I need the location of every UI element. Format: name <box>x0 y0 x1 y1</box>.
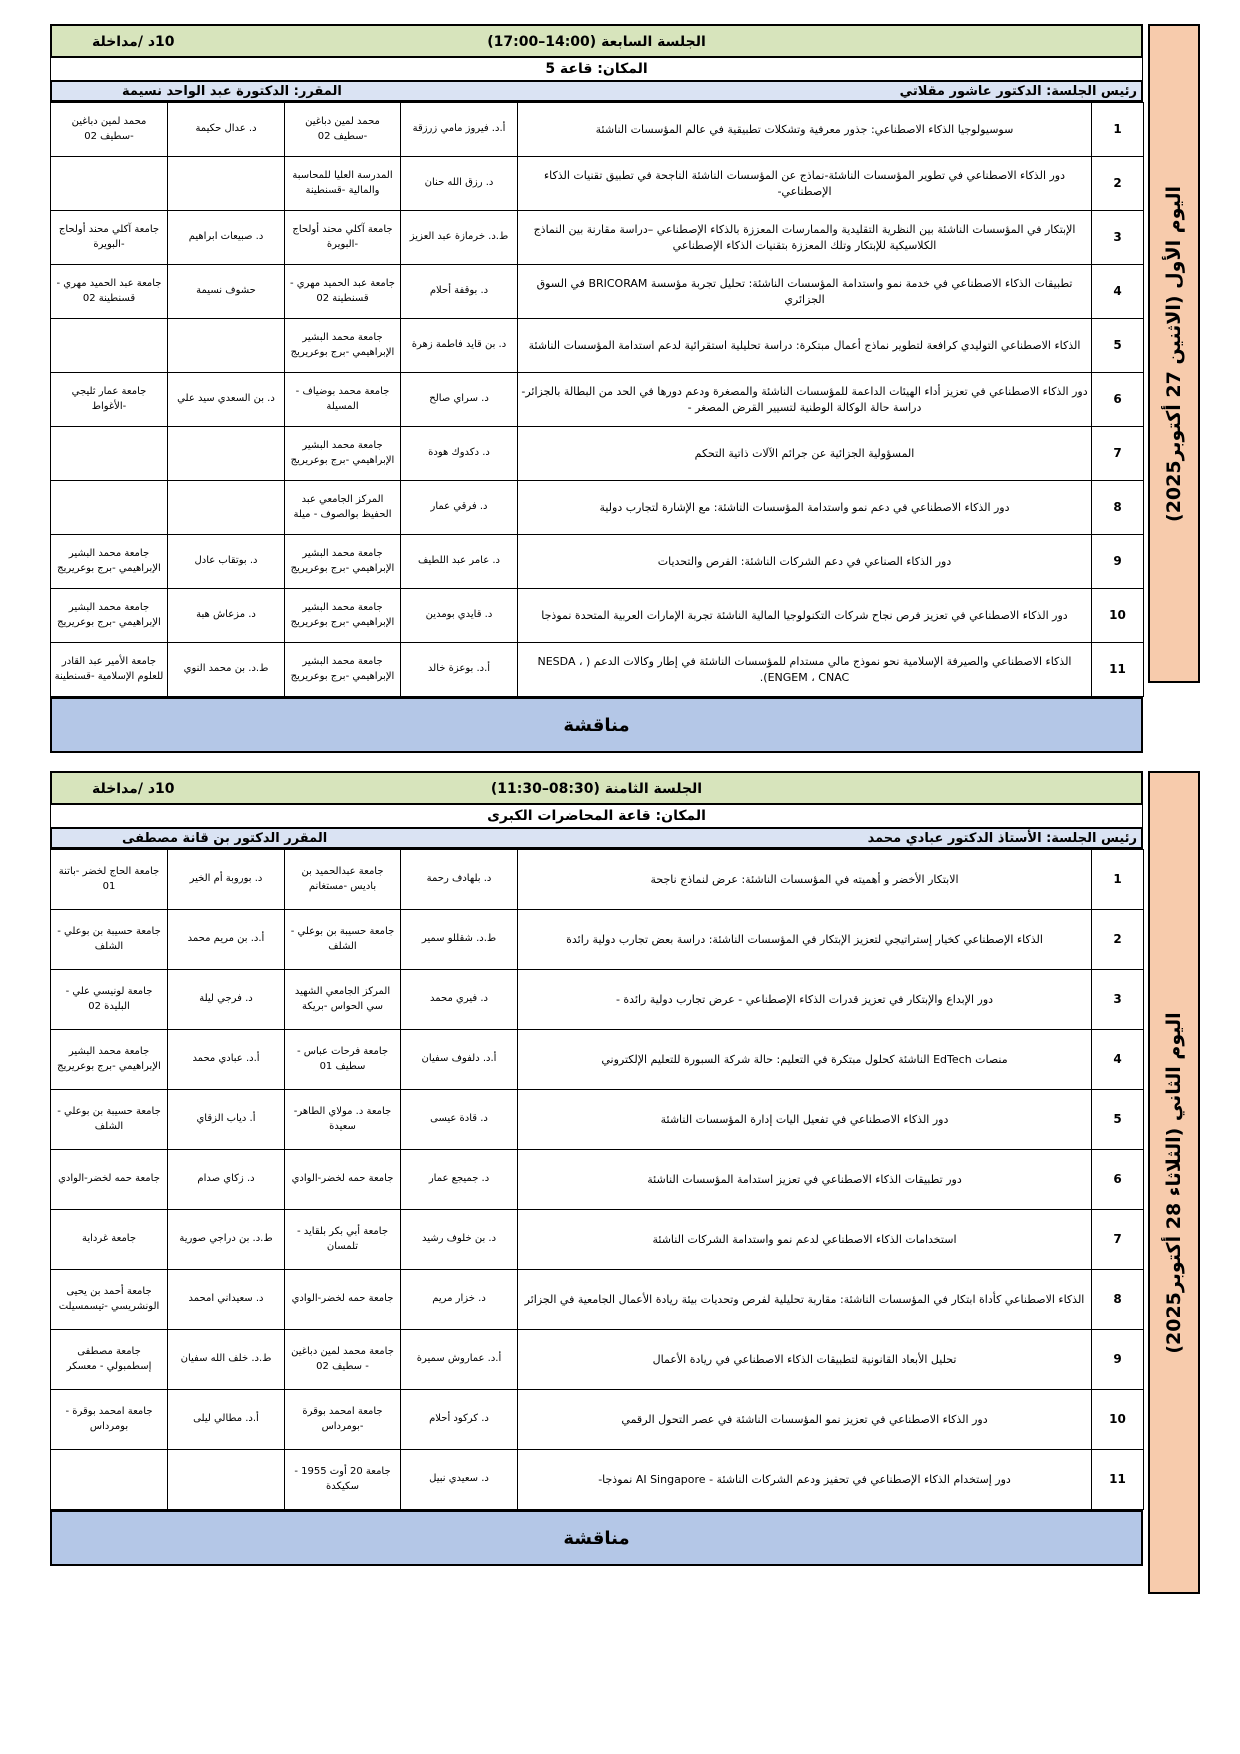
first-author-university: المركز الجامعي عبد الحفيظ بوالصوف - ميلة <box>285 481 401 535</box>
row-number: 1 <box>1092 850 1144 910</box>
second-author: د. زكاي صدام <box>168 1150 285 1210</box>
second-author: ط.د. بن دراجي صورية <box>168 1210 285 1270</box>
first-author-university: جامعة عبد الحميد مهري - قسنطينة 02 <box>285 265 401 319</box>
day-label: اليوم الثاني (الثلاثاء 28 أكتوبر2025) <box>1163 1011 1185 1354</box>
paper-title: دور تطبيقات الذكاء الاصطناعي في تعزيز استدامة المؤسسات الناشئة <box>518 1150 1092 1210</box>
first-author: ط.د. خرمازة عبد العزيز <box>401 211 518 265</box>
table-row <box>51 1450 1144 1510</box>
row-number: 1 <box>1092 103 1144 157</box>
session-place: المكان: قاعة 5 <box>50 58 1143 80</box>
first-author-university: جامعة محمد البشير الإبراهيمي -برج بوعريريج <box>285 427 401 481</box>
second-author-university: جامعة محمد البشير الإبراهيمي -برج بوعريريج <box>51 535 168 589</box>
row-number: 10 <box>1092 589 1144 643</box>
first-author: د. فرقي عمار <box>401 481 518 535</box>
row-number: 5 <box>1092 319 1144 373</box>
first-author: أ.د. عماروش سميرة <box>401 1330 518 1390</box>
row-number: 3 <box>1092 211 1144 265</box>
table-row <box>51 157 1144 211</box>
second-author-university: جامعة آكلي محند أولحاج -البويرة <box>51 211 168 265</box>
second-author-university: جامعة حمه لخضر-الوادي <box>51 1150 168 1210</box>
session-eighth <box>50 771 1200 1594</box>
table-row <box>51 850 1144 910</box>
first-author: د. سعيدي نبيل <box>401 1450 518 1510</box>
first-author-university: جامعة محمد البشير الإبراهيمي -برج بوعريريج <box>285 643 401 697</box>
table-row <box>51 373 1144 427</box>
first-author: د. رزق الله حنان <box>401 157 518 211</box>
second-author <box>168 319 285 373</box>
first-author: د. كركود أحلام <box>401 1390 518 1450</box>
first-author: ط.د. شقللو سمير <box>401 910 518 970</box>
second-author: د. فرجي ليلة <box>168 970 285 1030</box>
first-author-university: جامعة حسيبة بن بوعلي - الشلف <box>285 910 401 970</box>
day-label: اليوم الأول (الاثنين 27 أكتوبر2025) <box>1163 185 1185 522</box>
paper-title: تحليل الأبعاد القانونية لتطبيقات الذكاء الاصطناعي في ريادة الأعمال <box>518 1330 1092 1390</box>
second-author: د. سعيداني امحمد <box>168 1270 285 1330</box>
second-author-university: جامعة عمار ثليجي -الأغواط <box>51 373 168 427</box>
first-author: د. بلهادف رحمة <box>401 850 518 910</box>
first-author-university: جامعة فرحات عباس - سطيف 01 <box>285 1030 401 1090</box>
row-number: 11 <box>1092 643 1144 697</box>
table-row <box>51 643 1144 697</box>
row-number: 2 <box>1092 910 1144 970</box>
second-author: أ.د. مطالي ليلى <box>168 1390 285 1450</box>
first-author: د. سراي صالح <box>401 373 518 427</box>
second-author-university: محمد لمين دباغين -سطيف 02 <box>51 103 168 157</box>
day-label-panel <box>1148 771 1200 1594</box>
second-author: د. بوروبة أم الخير <box>168 850 285 910</box>
first-author-university: جامعة محمد البشير الإبراهيمي -برج بوعريريج <box>285 535 401 589</box>
first-author-university: جامعة محمد بوضياف - المسيلة <box>285 373 401 427</box>
second-author: أ.د. بن مريم محمد <box>168 910 285 970</box>
session-rapporteur: المقرر الدكتور بن قانة مصطفى <box>122 831 328 846</box>
paper-title: دور إستخدام الذكاء الإصطناعي في تحفيز ودعم الشركات الناشئة - AI Singapore نموذجا- <box>518 1450 1092 1510</box>
paper-title: الذكاء الإصطناعي كخيار إستراتيجي لتعزيز الإبتكار في المؤسسات الناشئة: دراسة بعض تجارب دولية رائدة <box>518 910 1092 970</box>
paper-title: دور الذكاء الاصطناعي في تعزيز نمو المؤسسات الناشئة في عصر التحول الرقمي <box>518 1390 1092 1450</box>
first-author: أ.د. دلفوف سفيان <box>401 1030 518 1090</box>
second-author-university: جامعة حسيبة بن بوعلي - الشلف <box>51 1090 168 1150</box>
table-row <box>51 1150 1144 1210</box>
second-author <box>168 1450 285 1510</box>
first-author-university: جامعة آكلي محند أولحاج -البويرة <box>285 211 401 265</box>
second-author: أ. دياب الزقاي <box>168 1090 285 1150</box>
session-main <box>50 24 1143 753</box>
table-row <box>51 427 1144 481</box>
first-author: د. جميجع عمار <box>401 1150 518 1210</box>
paper-title: تطبيقات الذكاء الاصطناعي في خدمة نمو واستدامة المؤسسات الناشئة: تحليل تجربة مؤسسة BRICORAM في السوق الجزائري <box>518 265 1092 319</box>
paper-title: الذكاء الاصطناعي والصيرفة الإسلامية نحو نموذج مالي مستدام للمؤسسات الناشئة في إطار وكالات الدعم ( NESDA ، ENGEM ، CNAC). <box>518 643 1092 697</box>
row-number: 6 <box>1092 1150 1144 1210</box>
second-author: د. بن السعدي سيد علي <box>168 373 285 427</box>
row-number: 7 <box>1092 1210 1144 1270</box>
session-chair: رئيس الجلسة: الدكتور عاشور مقلاتي <box>899 84 1137 99</box>
paper-title: دور الذكاء الاصطناعي في تعزيز أداء الهيئات الداعمة للمؤسسات الناشئة والمصغرة ودعم دورها في الحد من البطالة بالجزائر-دراسة حالة الوكالة الوطنية لتسيير القرض المصغر - <box>518 373 1092 427</box>
time-per-talk: 10د /مداخلة <box>92 781 175 797</box>
second-author-university: جامعة امحمد بوقرة - بومرداس <box>51 1390 168 1450</box>
paper-title: الذكاء الاصطناعي كأداة ابتكار في المؤسسات الناشئة: مقاربة تحليلية لفرص وتحديات بيئة ريادة الأعمال الجامعية في الجزائر <box>518 1270 1092 1330</box>
first-author-university: جامعة حمه لخضر-الوادي <box>285 1270 401 1330</box>
row-number: 11 <box>1092 1450 1144 1510</box>
first-author-university: جامعة أبي بكر بلقايد - تلمسان <box>285 1210 401 1270</box>
table-row <box>51 535 1144 589</box>
first-author-university: جامعة حمه لخضر-الوادي <box>285 1150 401 1210</box>
first-author-university: جامعة د. مولاي الطاهر- سعيدة <box>285 1090 401 1150</box>
table-row <box>51 1210 1144 1270</box>
table-row <box>51 910 1144 970</box>
chair-bar <box>50 80 1143 102</box>
papers-table-body <box>51 103 1144 697</box>
session-title: الجلسة السابعة (14:00–17:00) <box>487 34 706 50</box>
row-number: 6 <box>1092 373 1144 427</box>
first-author-university: جامعة عبدالحميد بن باديس -مستغانم <box>285 850 401 910</box>
paper-title: الابتكار الأخضر و أهميته في المؤسسات الناشئة: عرض لنماذج ناجحة <box>518 850 1092 910</box>
first-author: د. خزار مريم <box>401 1270 518 1330</box>
day-label-panel <box>1148 24 1200 683</box>
row-number: 8 <box>1092 1270 1144 1330</box>
first-author: د. عامر عبد اللطيف <box>401 535 518 589</box>
chair-bar <box>50 827 1143 849</box>
first-author-university: المدرسة العليا للمحاسبة والمالية -قسنطينة <box>285 157 401 211</box>
second-author-university: جامعة الحاج لخضر -باتنة 01 <box>51 850 168 910</box>
session-main <box>50 771 1143 1566</box>
first-author: د. بوقفة أحلام <box>401 265 518 319</box>
row-number: 4 <box>1092 265 1144 319</box>
row-number: 3 <box>1092 970 1144 1030</box>
row-number: 2 <box>1092 157 1144 211</box>
table-row <box>51 481 1144 535</box>
second-author-university <box>51 157 168 211</box>
first-author-university: محمد لمين دباغين -سطيف 02 <box>285 103 401 157</box>
second-author-university: جامعة أحمد بن يحيى الونشريسي -تيسمسيلت <box>51 1270 168 1330</box>
second-author: د. مزعاش هبة <box>168 589 285 643</box>
row-number: 10 <box>1092 1390 1144 1450</box>
second-author: حشوف نسيمة <box>168 265 285 319</box>
session-title: الجلسة الثامنة (08:30–11:30) <box>490 781 703 797</box>
paper-title: المسؤولية الجزائية عن جرائم الآلات ذاتية التحكم <box>518 427 1092 481</box>
table-row <box>51 103 1144 157</box>
table-row <box>51 1270 1144 1330</box>
session-rapporteur: المقرر: الدكتورة عبد الواحد نسيمة <box>122 84 342 99</box>
paper-title: الإبتكار في المؤسسات الناشئة بين النظرية التقليدية والممارسات المعززة بالذكاء الإصطناعي –دراسة مقارنة بين النماذج الكلاسيكية للإبتكار وتلك المعززة بتقنيات الذكاء الإصطناعي <box>518 211 1092 265</box>
row-number: 9 <box>1092 1330 1144 1390</box>
paper-title: دور الذكاء الاصطناعي في تفعيل اليات إدارة المؤسسات الناشئة <box>518 1090 1092 1150</box>
first-author-university: جامعة محمد البشير الإبراهيمي -برج بوعريريج <box>285 589 401 643</box>
table-row <box>51 1390 1144 1450</box>
second-author-university: جامعة غرداية <box>51 1210 168 1270</box>
session-header <box>50 24 1143 58</box>
second-author-university: جامعة الأمير عبد القادر للعلوم الإسلامية -قسنطينة <box>51 643 168 697</box>
second-author-university: جامعة محمد البشير الإبراهيمي -برج بوعريريج <box>51 1030 168 1090</box>
first-author: د. قادة عيسى <box>401 1090 518 1150</box>
first-author: د. فيري محمد <box>401 970 518 1030</box>
paper-title: منصات EdTech الناشئة كحلول مبتكرة في التعليم: حالة شركة السبورة للتعليم الإلكتروني <box>518 1030 1092 1090</box>
table-row <box>51 1030 1144 1090</box>
row-number: 9 <box>1092 535 1144 589</box>
second-author-university <box>51 481 168 535</box>
second-author: د. بوتقاب عادل <box>168 535 285 589</box>
second-author <box>168 427 285 481</box>
paper-title: الذكاء الاصطناعي التوليدي كرافعة لتطوير نماذج أعمال مبتكرة: دراسة تحليلية استقرائية لدعم استدامة المؤسسات الناشئة <box>518 319 1092 373</box>
table-row <box>51 211 1144 265</box>
second-author-university <box>51 319 168 373</box>
paper-title: سوسيولوجيا الذكاء الاصطناعي: جذور معرفية وتشكلات تطبيقية في عالم المؤسسات الناشئة <box>518 103 1092 157</box>
second-author-university <box>51 427 168 481</box>
first-author: د. قايدي بومدين <box>401 589 518 643</box>
second-author: د. صبيعات ابراهيم <box>168 211 285 265</box>
second-author: د. عدال حكيمة <box>168 103 285 157</box>
table-row <box>51 970 1144 1030</box>
table-row <box>51 1330 1144 1390</box>
first-author: أ.د. بوعزة خالد <box>401 643 518 697</box>
second-author: ط.د. بن محمد النوي <box>168 643 285 697</box>
first-author: د. بن خلوف رشيد <box>401 1210 518 1270</box>
session-header <box>50 771 1143 805</box>
paper-title: دور الذكاء الاصطناعي في تعزيز فرص نجاح شركات التكنولوجيا المالية الناشئة تجربة الإمارات العربية المتحدة نموذجا <box>518 589 1092 643</box>
first-author: د. دكدوك هودة <box>401 427 518 481</box>
first-author-university: جامعة محمد لمين دباغين - سطيف 02 <box>285 1330 401 1390</box>
first-author-university: المركز الجامعي الشهيد سي الحواس -بريكة <box>285 970 401 1030</box>
first-author-university: جامعة محمد البشير الإبراهيمي -برج بوعريريج <box>285 319 401 373</box>
second-author-university: جامعة محمد البشير الإبراهيمي -برج بوعريريج <box>51 589 168 643</box>
second-author <box>168 157 285 211</box>
table-row <box>51 589 1144 643</box>
table-row <box>51 319 1144 373</box>
discussion-bar: مناقشة <box>50 697 1143 753</box>
second-author <box>168 481 285 535</box>
row-number: 8 <box>1092 481 1144 535</box>
table-row <box>51 265 1144 319</box>
session-place: المكان: قاعة المحاضرات الكبرى <box>50 805 1143 827</box>
papers-table <box>50 849 1144 1510</box>
second-author: ط.د. خلف الله سفيان <box>168 1330 285 1390</box>
session-chair: رئيس الجلسة: الأستاذ الدكتور عبادي محمد <box>867 831 1137 846</box>
second-author: أ.د. عبادي محمد <box>168 1030 285 1090</box>
row-number: 4 <box>1092 1030 1144 1090</box>
row-number: 5 <box>1092 1090 1144 1150</box>
first-author-university: جامعة 20 أوت 1955 - سكيكدة <box>285 1450 401 1510</box>
second-author-university: جامعة مصطفى إسطمبولي - معسكر <box>51 1330 168 1390</box>
second-author-university: جامعة لونيسي علي - البليدة 02 <box>51 970 168 1030</box>
row-number: 7 <box>1092 427 1144 481</box>
table-row <box>51 1090 1144 1150</box>
first-author: أ.د. فيروز مامي زرزقة <box>401 103 518 157</box>
first-author-university: جامعة امحمد بوقرة -بومرداس <box>285 1390 401 1450</box>
paper-title: دور الذكاء الاصطناعي في تطوير المؤسسات الناشئة-نماذج عن المؤسسات الناشئة الناجحة في تطبيق تقنيات الذكاء الإصطناعي- <box>518 157 1092 211</box>
papers-table-body <box>51 850 1144 1510</box>
first-author: د. بن قايد فاطمة زهرة <box>401 319 518 373</box>
discussion-bar: مناقشة <box>50 1510 1143 1566</box>
paper-title: دور الذكاء الاصطناعي في دعم نمو واستدامة المؤسسات الناشئة: مع الإشارة لتجارب دولية <box>518 481 1092 535</box>
second-author-university <box>51 1450 168 1510</box>
paper-title: دور الذكاء الصناعي في دعم الشركات الناشئة: الفرص والتحديات <box>518 535 1092 589</box>
session-seventh <box>50 24 1200 736</box>
second-author-university: جامعة حسيبة بن بوعلي - الشلف <box>51 910 168 970</box>
time-per-talk: 10د /مداخلة <box>92 34 175 50</box>
paper-title: استخدامات الذكاء الاصطناعي لدعم نمو واستدامة الشركات الناشئة <box>518 1210 1092 1270</box>
papers-table <box>50 102 1144 697</box>
paper-title: دور الإبداع والإبتكار في تعزيز قدرات الذكاء الإصطناعي - عرض تجارب دولية رائدة - <box>518 970 1092 1030</box>
second-author-university: جامعة عبد الحميد مهري - قسنطينة 02 <box>51 265 168 319</box>
